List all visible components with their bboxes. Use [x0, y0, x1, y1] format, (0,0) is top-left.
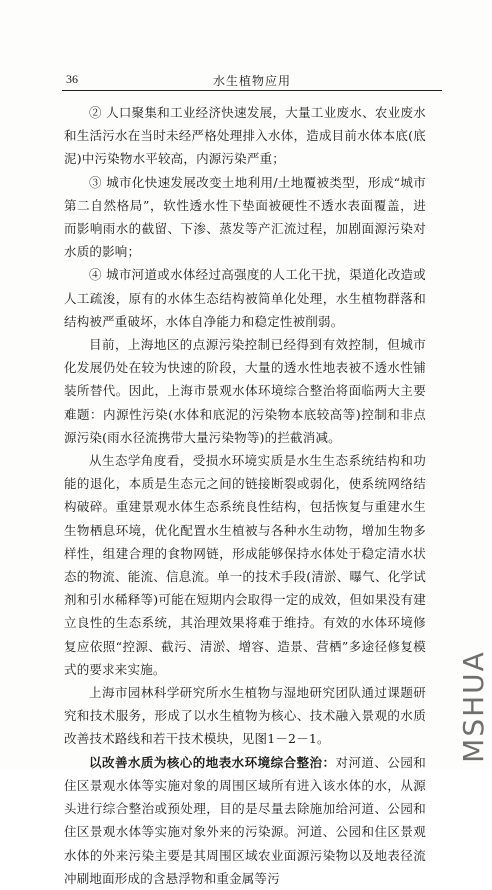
- paragraph-research-team: 上海市园林科学研究所水生植物与湿地研究团队通过课题研究和技术服务，形成了以水生植物为核心、技术融入景观的水质改善技术路线和若干技术模块，见图1－2－1。: [64, 685, 426, 747]
- page-header: [62, 68, 442, 91]
- paragraph-item-3: ③ 城市化快速发展改变土地利用/土地覆被类型，形成“城市第二自然格局”，软性透水性下垫面被硬性不透水表面覆盖，进而影响雨水的截留、下渗、蒸发等产汇流过程，加剧面源污染对水质的影响；: [64, 174, 426, 260]
- bold-lead-text: 以改善水质为核心的地表水环境综合整治：: [89, 754, 336, 770]
- paragraph-item-2: ② 人口聚集和工业经济快速发展，大量工业废水、农业废水和生活污水在当时未经严格处理排入水体，造成目前水体本底(底泥)中污染物水平较高，内源污染严重；: [64, 105, 426, 167]
- paragraph-surface-water: [64, 751, 426, 890]
- paragraph-shanghai-status: 目前，上海地区的点源污染控制已经得到有效控制，但城市化发展仍处在较为快速的阶段，大量的透水性地表被不透水性铺装所替代。因此，上海市景观水体环境综合整治将面临两大主要难题：内源性污染(水体和底泥的污染物本底较高等)控制和非点源污染(雨水径流携带大量污染物等)的拦截消减。: [64, 337, 426, 445]
- paragraph-ecology: 从生态学角度看，受损水环境实质是水生生态系统结构和功能的退化，本质是生态元之间的链接断裂或弱化，使系统网络结构破碎。重建景观水体生态系统良性结构，包括恢复与重建水生生物栖息环境，优化配置水生植被与各种水生动物，增加生物多样性，组建合理的食物网链，形成能够保持水体处于稳定清水状态的物流、能流、信息流。单一的技术手段(清淤、曝气、化学试剂和引水稀释等)可能在短期内会取得一定的成效，但如果没有建立良性的生态系统，其治理效果将难于维持。有效的水体环境修复应依照“控源、截污、清淤、增容、造景、营栖”多途径修复模式的要求来实施。: [64, 453, 426, 677]
- paragraph-rest-text: 对河道、公园和住区景观水体等实施对象的周围区域所有进入该水体的水，从源头进行综合整治或预处理，目的是尽量去除施加给河道、公园和住区景观水体等实施对象外来的污染源。河道、公园和住区景观水体的外来污染主要是其周围区域农业面源污染物以及地表径流冲刷地面形成的含悬浮物和重金属等污: [64, 754, 426, 886]
- running-head-title: 水生植物应用: [212, 74, 291, 88]
- page-number: 36: [66, 72, 78, 86]
- watermark: MSHUA: [457, 650, 491, 763]
- body-text: [64, 101, 426, 890]
- paragraph-item-4: ④ 城市河道或水体经过高强度的人工化干扰，渠道化改造或人工疏浚，原有的水体生态结构被简单化处理，水生植物群落和结构被严重破坏，水体自净能力和稳定性被削弱。: [64, 267, 426, 329]
